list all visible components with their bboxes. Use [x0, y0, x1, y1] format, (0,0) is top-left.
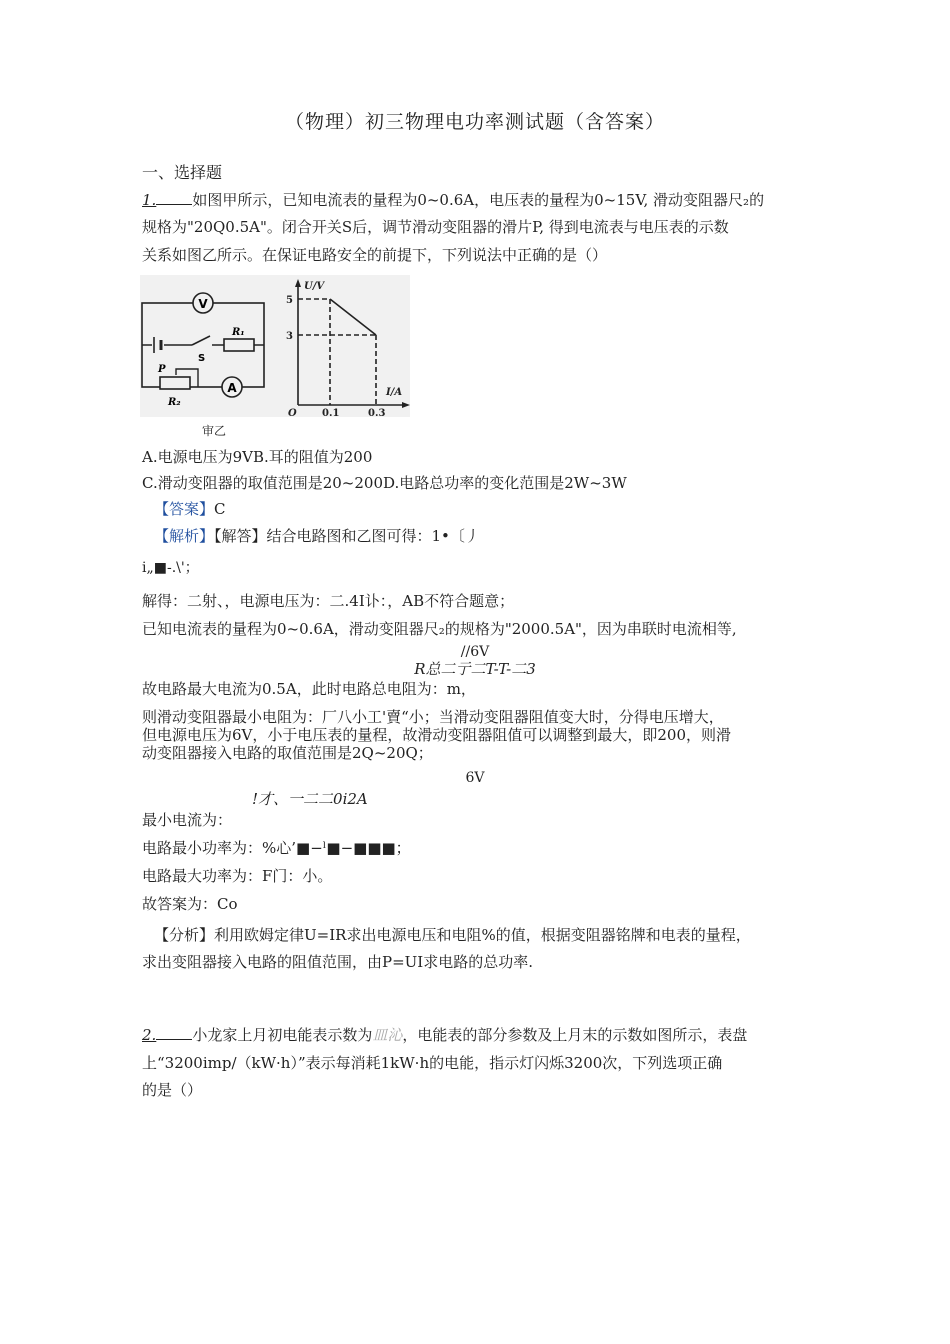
faded-reading: 皿沁: [372, 1026, 403, 1044]
min-resistance-line-1: 则滑动变阻器最小电阻为：厂八小工'賣“小；当滑动变阻器阻值变大时，分得电压增大，: [142, 708, 724, 726]
answer-line: [154, 499, 226, 519]
switch-label: S: [198, 353, 206, 364]
min-resistance-line-3: 动变阻器接入电路的取值范围是2Q~20Q；: [142, 744, 433, 762]
option-a-b: A.电源电压为9VB.耳的阻值为200: [142, 448, 373, 466]
comment-line-1: [154, 925, 751, 945]
formula-1: R总二亍二T-T-二3: [414, 660, 536, 678]
rheostat-r2-icon: [160, 377, 190, 389]
graph-tick-0-3: 0.3: [368, 408, 386, 417]
rheostat-r2-label: R₂: [168, 397, 181, 408]
question-2-stem-3: 的是（）: [142, 1081, 203, 1099]
comment-tag: 【分析】: [154, 926, 215, 944]
question-1-number: 1.: [142, 191, 157, 209]
formula-2: !才、一二二0i2A: [252, 790, 368, 808]
figure-caption: 审乙: [202, 424, 227, 438]
question-2-stem-part-1: 小龙家上月初电能表示数为: [192, 1026, 373, 1044]
analysis-line: [154, 526, 480, 546]
max-power-line: 电路最大功率为：F门：小。: [142, 867, 333, 885]
voltmeter-label: V: [198, 297, 208, 311]
graph-tick-5: 5: [286, 295, 293, 306]
ammeter-label: A: [227, 381, 237, 395]
question-1-stem-3: 关系如图乙所示。在保证电路安全的前提下，下列说法中正确的是（）: [142, 246, 608, 264]
formula-2-top: 6V: [465, 770, 485, 786]
graph-origin: O: [288, 408, 297, 417]
min-power-line: 电路最小功率为：%心’■−ˡ■−■■■；: [142, 839, 411, 857]
max-current-line: 故电路最大电流为0.5A，此时电路总电阻为：m，: [142, 680, 476, 698]
number-underline: [156, 1025, 192, 1040]
graph-line: [330, 299, 376, 335]
answer-value: C: [214, 500, 226, 518]
question-1-line-1: [142, 190, 764, 210]
comment-text-1: 利用欧姆定律U=IR求出电源电压和电阻%的值，根据变阻器铭牌和电表的量程，: [214, 926, 751, 944]
resistor-r1-label: R₁: [232, 327, 245, 338]
question-2-line-1: [142, 1025, 747, 1045]
solve-line: 解得：二射、，电源电压为：二.4I讣：，AB不符合题意；: [142, 592, 515, 610]
analysis-text: 【解答】结合电路图和乙图可得：1•〔丿: [214, 527, 480, 545]
option-c-d: C.滑动变阻器的取值范围是20~200D.电路总功率的变化范围是2W~3W: [142, 474, 627, 492]
comment-line-2: 求出变阻器接入电路的阻值范围，由P=UI求电路的总功率.: [142, 953, 533, 971]
min-resistance-line-2: 但电源电压为6V，小于电压表的量程，故滑动变阻器阻值可以调整到最大，即200，则滑: [142, 726, 732, 744]
min-current-line: 最小电流为：: [142, 811, 233, 829]
resistor-r1-icon: [224, 339, 254, 351]
question-2-number: 2.: [142, 1026, 157, 1044]
slider-p-label: P: [158, 364, 166, 375]
graph-i-axis-label: I/A: [386, 387, 403, 398]
circuit-figure: [140, 275, 410, 417]
page-title: （物理）初三物理电功率测试题（含答案）: [284, 111, 665, 133]
question-2-stem-2: 上“3200imp/（kW·h）”表示每消耗1kW·h的电能，指示灯闪烁3200次，下列选项正确: [142, 1054, 723, 1072]
final-answer-line: 故答案为：Co: [142, 895, 238, 913]
garbled-line: i„■-.\'；: [142, 560, 199, 576]
graph-tick-0-1: 0.1: [322, 408, 340, 417]
known-line: 已知电流表的量程为0~0.6A，滑动变阻器尺₂的规格为"2000.5A"，因为串联时电流相等,: [142, 620, 737, 638]
analysis-tag: 【解析】: [154, 527, 215, 545]
number-underline: [156, 190, 192, 205]
answer-tag: 【答案】: [154, 500, 215, 518]
graph-u-axis-label: U/V: [304, 281, 325, 292]
circuit-and-graph-svg: [140, 275, 410, 417]
graph-tick-3: 3: [286, 331, 293, 342]
question-2-stem-part-2: ，电能表的部分参数及上月末的示数如图所示，表盘: [402, 1026, 748, 1044]
question-1-stem-1: 如图甲所示，已知电流表的量程为0~0.6A，电压表的量程为0~15V, 滑动变阻器尺₂的: [192, 191, 765, 209]
formula-1-top: //6V: [460, 644, 490, 660]
section-heading: 一、选择题: [142, 163, 223, 182]
question-1-stem-2: 规格为"20Q0.5A"。闭合开关S后，调节滑动变阻器的滑片P, 得到电流表与电压表的示数: [142, 218, 729, 236]
